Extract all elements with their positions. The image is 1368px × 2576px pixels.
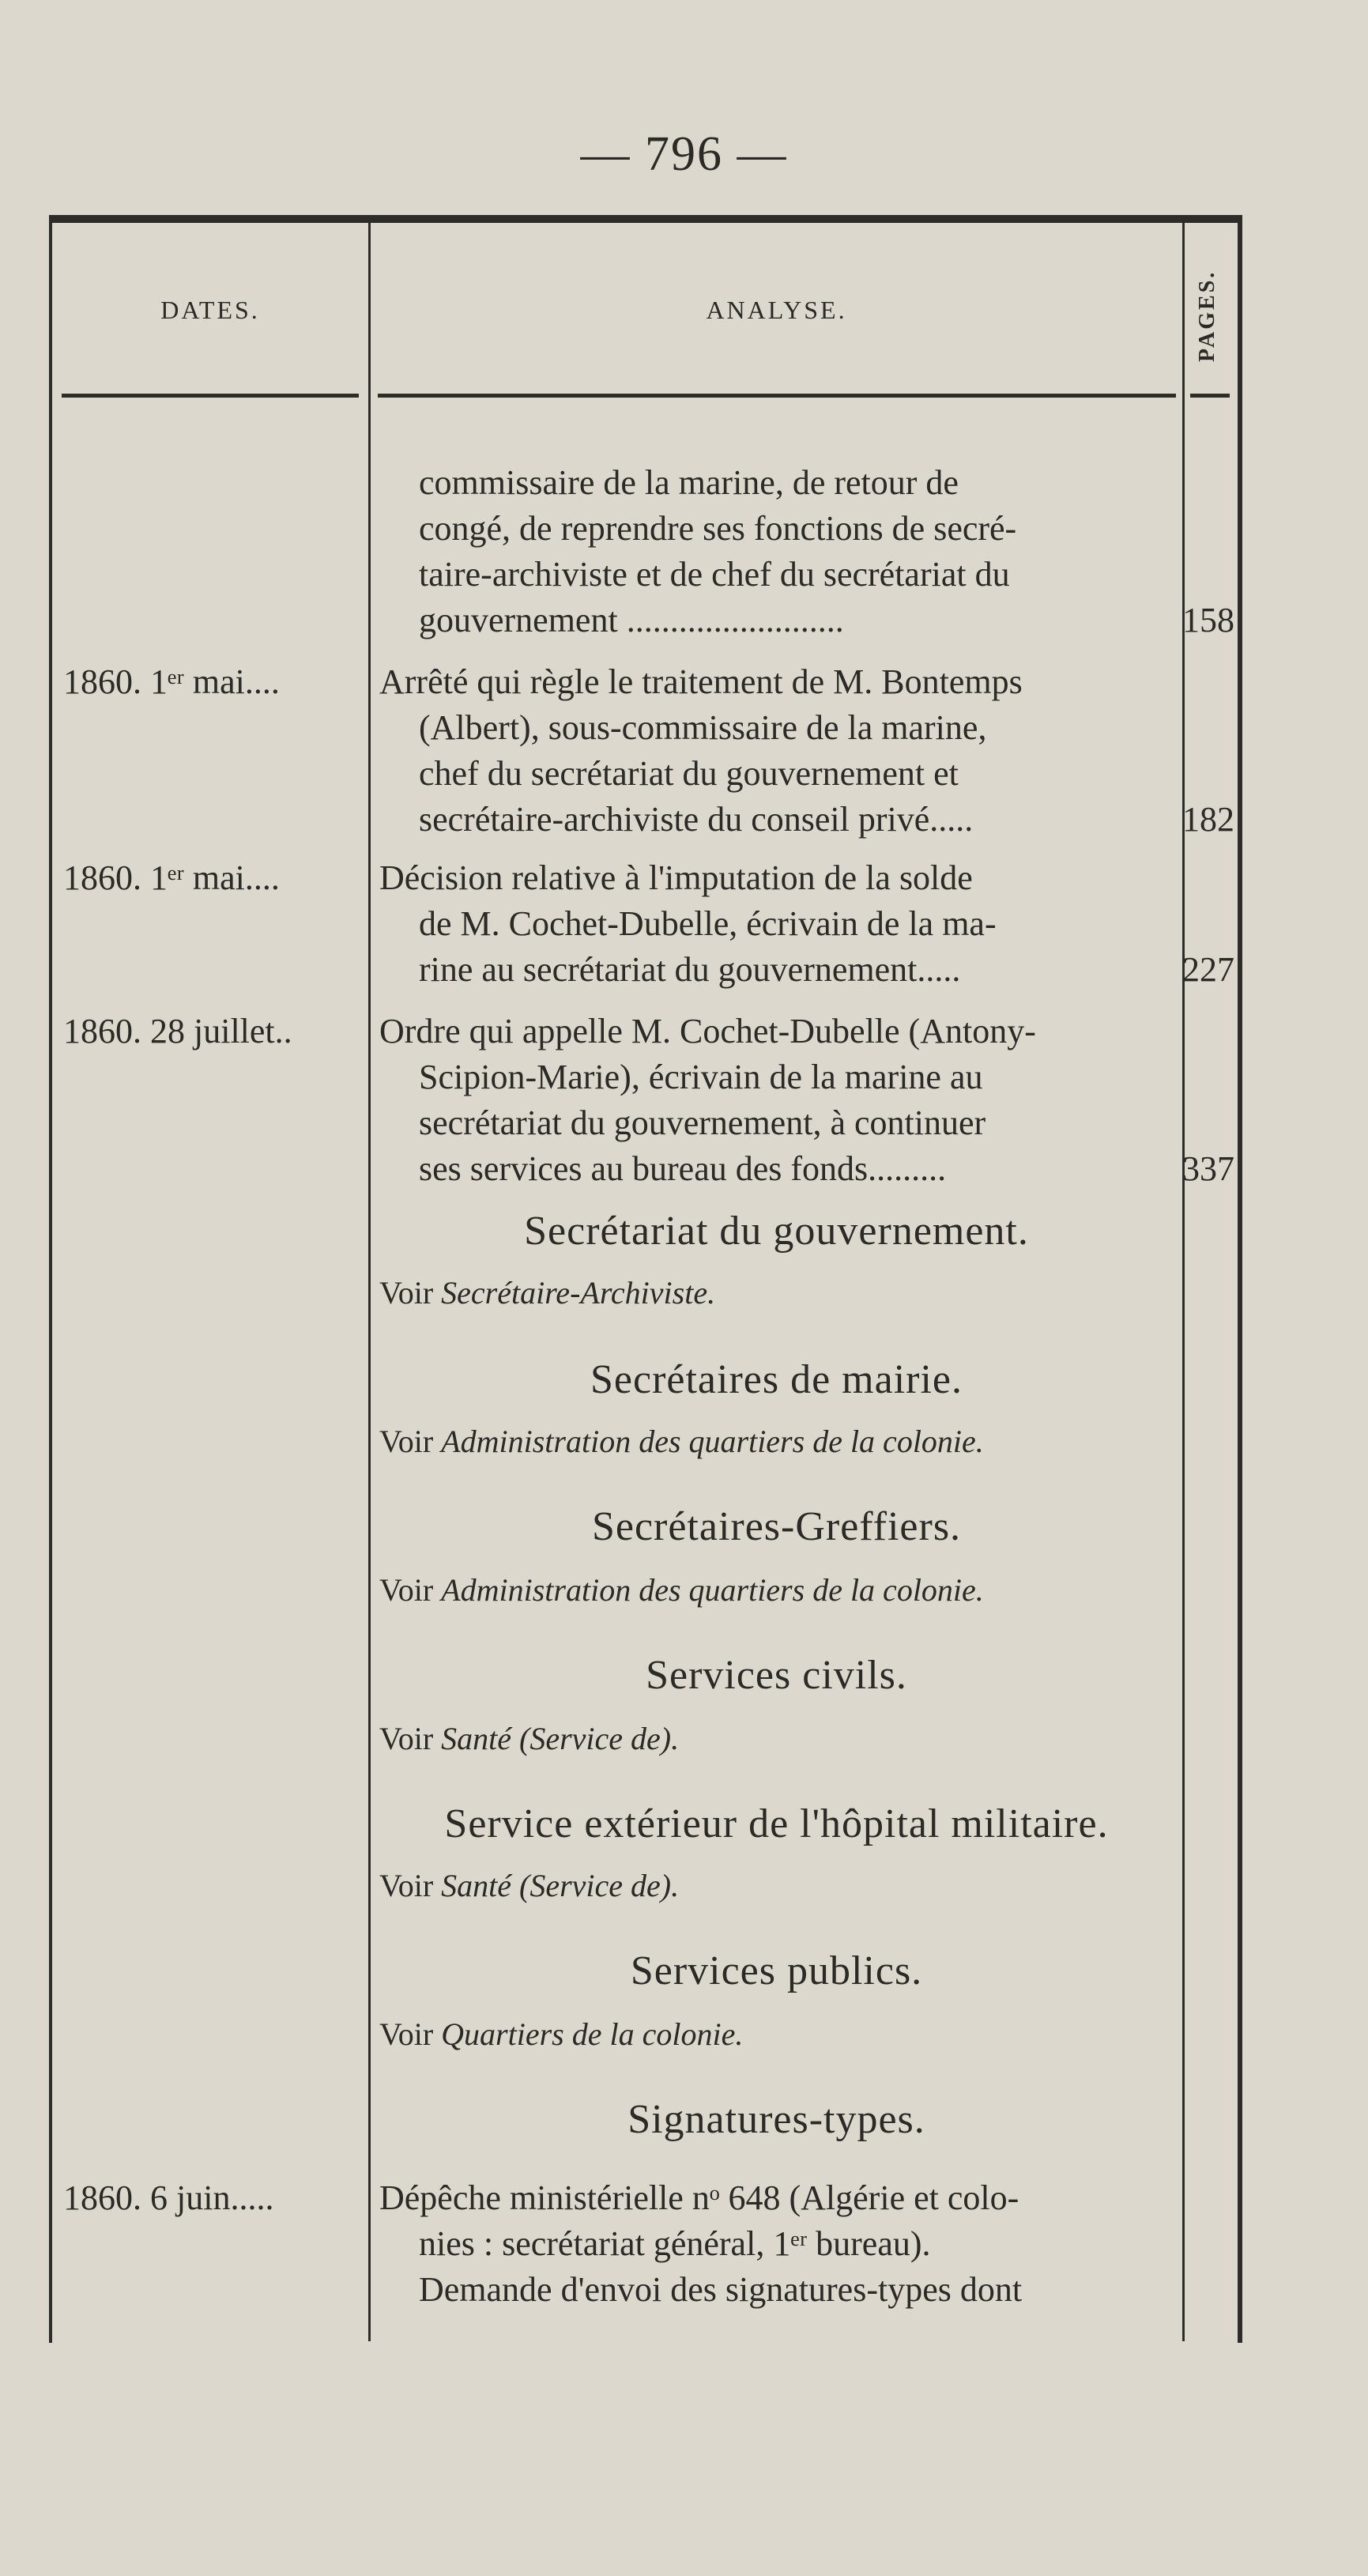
voir-word: Voir: [379, 1868, 434, 1903]
entry-page: 337: [1182, 1149, 1234, 1188]
header-analyse: ANALYSE.: [706, 296, 847, 324]
analysis-line: commissaire de la marine, de retour de: [419, 463, 959, 502]
see-also: [379, 1274, 715, 1311]
analysis-line: secrétariat du gouvernement, à continuer: [419, 1103, 986, 1142]
analysis-line: ses services au bureau des fonds.........: [419, 1149, 947, 1188]
analysis-line: gouvernement .........................: [419, 601, 844, 639]
analysis-line: secrétaire-archiviste du conseil privé.....: [419, 800, 974, 839]
see-also: [379, 1867, 679, 1904]
analysis-line: congé, de reprendre ses fonctions de secré-: [419, 509, 1017, 548]
voir-word: Voir: [379, 1572, 434, 1608]
header-rule-analyse: [378, 394, 1176, 398]
see-also-ref: Administration des quartiers de la colonie.: [441, 1424, 984, 1459]
entry-analysis: [379, 1009, 1176, 1192]
see-also-ref: Santé (Service de).: [441, 1721, 680, 1756]
see-also-ref: Quartiers de la colonie.: [441, 2016, 744, 2052]
see-also: [379, 1720, 679, 1757]
entry-analysis: [379, 855, 1176, 993]
see-also: [379, 1423, 984, 1460]
section-title: Signatures-types.: [627, 2097, 925, 2142]
voir-word: Voir: [379, 1275, 434, 1311]
see-also: [379, 2016, 743, 2053]
see-also-ref: Administration des quartiers de la colonie.: [441, 1572, 984, 1608]
voir-word: Voir: [379, 1424, 434, 1459]
section-title: Services civils.: [646, 1653, 907, 1698]
entry-analysis: [379, 2175, 1176, 2313]
analysis-line: Décision relative à l'imputation de la solde: [379, 858, 973, 897]
section-title: Services publics.: [630, 1948, 923, 1993]
analysis-line: Ordre qui appelle M. Cochet-Dubelle (Antony-: [379, 1012, 1036, 1050]
see-also: [379, 1571, 984, 1609]
see-also-ref: Santé (Service de).: [441, 1868, 680, 1903]
entry-date: 1860. 1ᵉʳ mai....: [63, 858, 280, 897]
see-also-ref: Secrétaire-Archiviste.: [441, 1275, 716, 1311]
header-rule-dates: [62, 394, 359, 398]
column-divider-pages: [1182, 223, 1185, 2341]
entry-analysis: [379, 460, 1176, 643]
analysis-line: Arrêté qui règle le traitement de M. Bontemps: [379, 662, 1023, 701]
analysis-line: Demande d'envoi des signatures-types dont: [419, 2270, 1023, 2309]
index-table: [49, 215, 1242, 2343]
entry-page: 227: [1182, 950, 1234, 989]
section-title: Secrétaires-Greffiers.: [591, 1504, 962, 1549]
page-number: — 796 —: [580, 127, 788, 181]
entry-page: 182: [1182, 800, 1234, 839]
analysis-line: chef du secrétariat du gouvernement et: [419, 754, 959, 793]
analysis-line: Dépêche ministérielle nᵒ 648 (Algérie et colo-: [379, 2178, 1019, 2217]
column-divider-dates: [368, 223, 371, 2341]
header-dates: DATES.: [160, 296, 260, 324]
entry-date: 1860. 28 juillet..: [63, 1012, 292, 1050]
analysis-line: (Albert), sous-commissaire de la marine,: [419, 708, 987, 747]
entry-date: 1860. 6 juin.....: [63, 2178, 274, 2217]
entry-page: 158: [1182, 601, 1234, 639]
analysis-line: taire-archiviste et de chef du secrétariat du: [419, 555, 1010, 594]
analysis-line: rine au secrétariat du gouvernement.....: [419, 950, 961, 989]
header-pages: PAGES.: [1195, 270, 1219, 362]
entry-date: 1860. 1ᵉʳ mai....: [63, 662, 280, 701]
section-title: Secrétariat du gouvernement.: [524, 1209, 1029, 1254]
entry-analysis: [379, 659, 1176, 843]
header-rule-pages: [1190, 394, 1230, 398]
analysis-line: Scipion-Marie), écrivain de la marine au: [419, 1058, 983, 1096]
analysis-line: nies : secrétariat général, 1ᵉʳ bureau).: [419, 2224, 931, 2263]
section-title: Service extérieur de l'hôpital militaire.: [444, 1801, 1109, 1846]
voir-word: Voir: [379, 2016, 434, 2052]
analysis-line: de M. Cochet-Dubelle, écrivain de la ma-: [419, 904, 997, 943]
section-title: Secrétaires de mairie.: [590, 1357, 963, 1402]
voir-word: Voir: [379, 1721, 434, 1756]
